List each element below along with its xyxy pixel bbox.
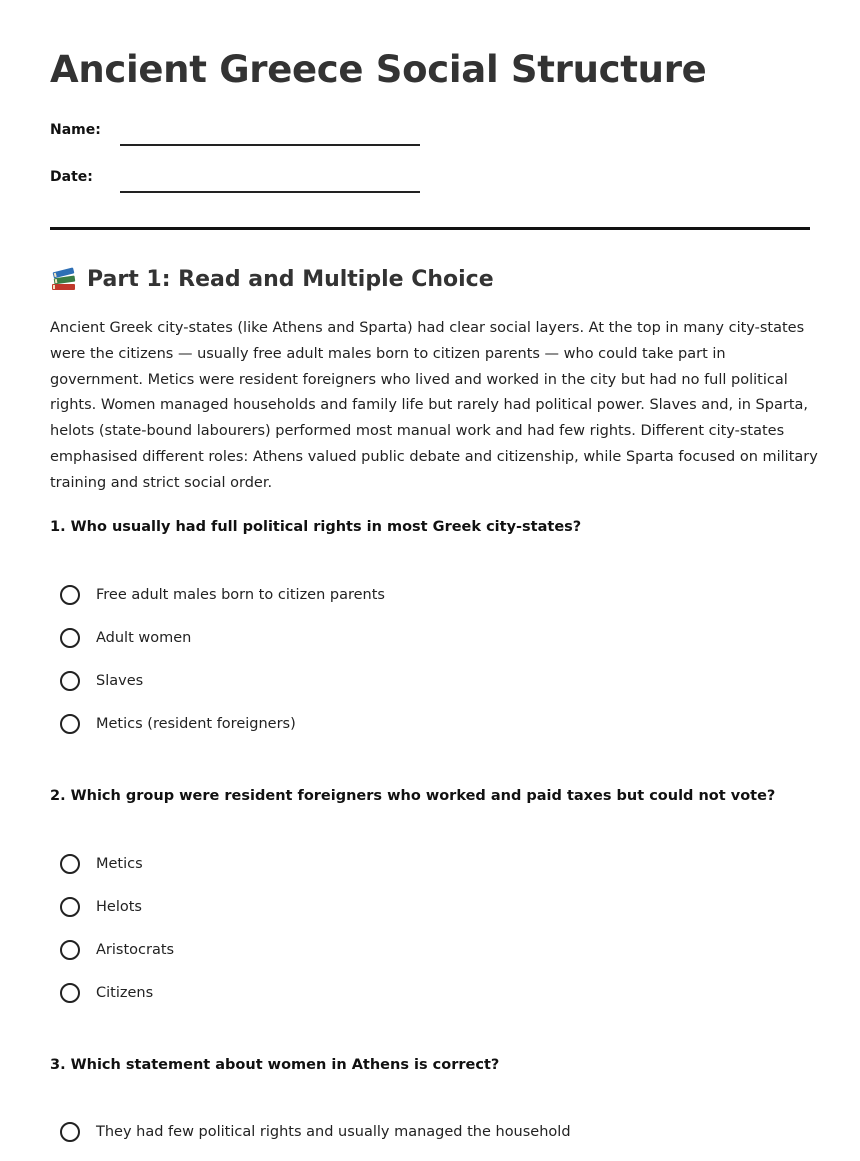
radio-button[interactable] bbox=[60, 585, 80, 605]
name-label: Name: bbox=[50, 122, 101, 138]
q2-option-3[interactable] bbox=[60, 937, 174, 963]
reading-passage: Ancient Greek city-states (like Athens and Sparta) had clear social layers. At the top in many city-states were the citizens — usually free adult males born to citizen parents — who could take part in government. Metics were resident foreigners who lived and worked in the city but had no full political rights. Women managed households and family life but rarely had political power. Slaves and, in Sparta, helots (state-bound labourers) performed most manual work and had few rights. Different city-states emphasised different roles: Athens valued public debate and citizenship, while Sparta focused on military training and strict social order. bbox=[50, 320, 818, 491]
question-2: 2. Which group were resident foreigners who worked and paid taxes but could not vote? bbox=[50, 788, 776, 804]
books-icon bbox=[50, 266, 77, 292]
radio-button[interactable] bbox=[60, 1122, 80, 1142]
q1-option-2[interactable] bbox=[60, 625, 191, 651]
q1-option-3[interactable] bbox=[60, 668, 143, 694]
date-input-line[interactable] bbox=[120, 191, 420, 193]
question-3: 3. Which statement about women in Athens is correct? bbox=[50, 1057, 500, 1073]
option-label: Citizens bbox=[96, 985, 154, 1001]
radio-button[interactable] bbox=[60, 940, 80, 960]
q1-option-4[interactable] bbox=[60, 711, 296, 737]
part1-heading bbox=[50, 266, 494, 292]
header-divider bbox=[50, 227, 810, 230]
date-field bbox=[50, 169, 430, 195]
date-label: Date: bbox=[50, 169, 93, 185]
q2-option-4[interactable] bbox=[60, 980, 153, 1006]
radio-button[interactable] bbox=[60, 671, 80, 691]
radio-button[interactable] bbox=[60, 897, 80, 917]
q1-option-1[interactable] bbox=[60, 582, 385, 608]
name-field bbox=[50, 122, 430, 148]
worksheet-title: Ancient Greece Social Structure bbox=[50, 48, 707, 91]
name-input-line[interactable] bbox=[120, 144, 420, 146]
option-label: Metics (resident foreigners) bbox=[96, 716, 296, 732]
option-label: Aristocrats bbox=[96, 942, 175, 958]
option-label: Helots bbox=[96, 899, 142, 915]
option-label: Slaves bbox=[96, 673, 144, 689]
option-label: Free adult males born to citizen parents bbox=[96, 587, 385, 603]
part1-heading-text: Part 1: Read and Multiple Choice bbox=[87, 266, 494, 292]
question-1: 1. Who usually had full political rights in most Greek city-states? bbox=[50, 519, 582, 535]
q2-option-1[interactable] bbox=[60, 851, 143, 877]
radio-button[interactable] bbox=[60, 854, 80, 874]
radio-button[interactable] bbox=[60, 714, 80, 734]
radio-button[interactable] bbox=[60, 628, 80, 648]
q2-option-2[interactable] bbox=[60, 894, 142, 920]
option-label: Adult women bbox=[96, 630, 192, 646]
option-label: They had few political rights and usually managed the household bbox=[96, 1124, 571, 1140]
option-label: Metics bbox=[96, 856, 143, 872]
radio-button[interactable] bbox=[60, 983, 80, 1003]
q3-option-1[interactable] bbox=[60, 1119, 571, 1145]
